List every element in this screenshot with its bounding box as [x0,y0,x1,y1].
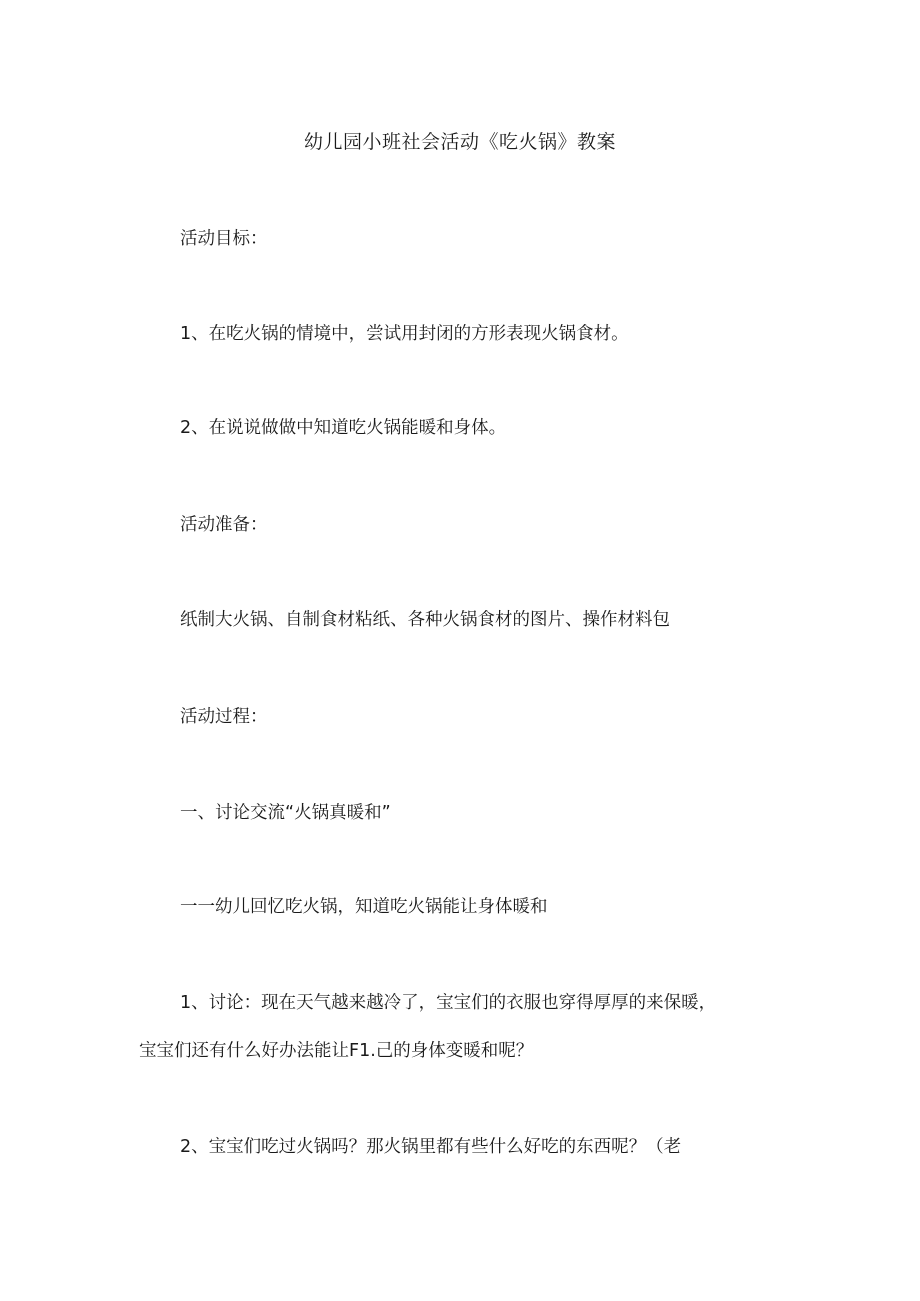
discussion-item-1-line-1: 1、讨论：现在天气越来越冷了，宝宝们的衣服也穿得厚厚的来保暖， [180,993,717,1013]
process-step-1-heading: 一、讨论交流“火锅真暖和” [180,803,391,823]
goal-item-1: 1、在吃火锅的情境中，尝试用封闭的方形表现火锅食材。 [180,324,629,344]
process-step-1-subtitle: 一一幼儿回忆吃火锅，知道吃火锅能让身体暖和 [180,897,548,917]
goal-item-2: 2、在说说做做中知道吃火锅能暖和身体。 [180,418,507,438]
section-heading-preparation: 活动准备： [180,515,268,535]
section-heading-process: 活动过程： [180,707,268,727]
document-title: 幼儿园小班社会活动《吃火锅》教案 [303,131,616,153]
discussion-item-2-line-1: 2、宝宝们吃过火锅吗？那火锅里都有些什么好吃的东西呢？（老 [180,1137,682,1157]
section-heading-goals: 活动目标： [180,229,268,249]
preparation-text: 纸制大火锅、自制食材粘纸、各种火锅食材的图片、操作材料包 [180,610,670,630]
discussion-item-1-line-2: 宝宝们还有什么好办法能让F1.己的身体变暖和呢？ [139,1041,534,1061]
